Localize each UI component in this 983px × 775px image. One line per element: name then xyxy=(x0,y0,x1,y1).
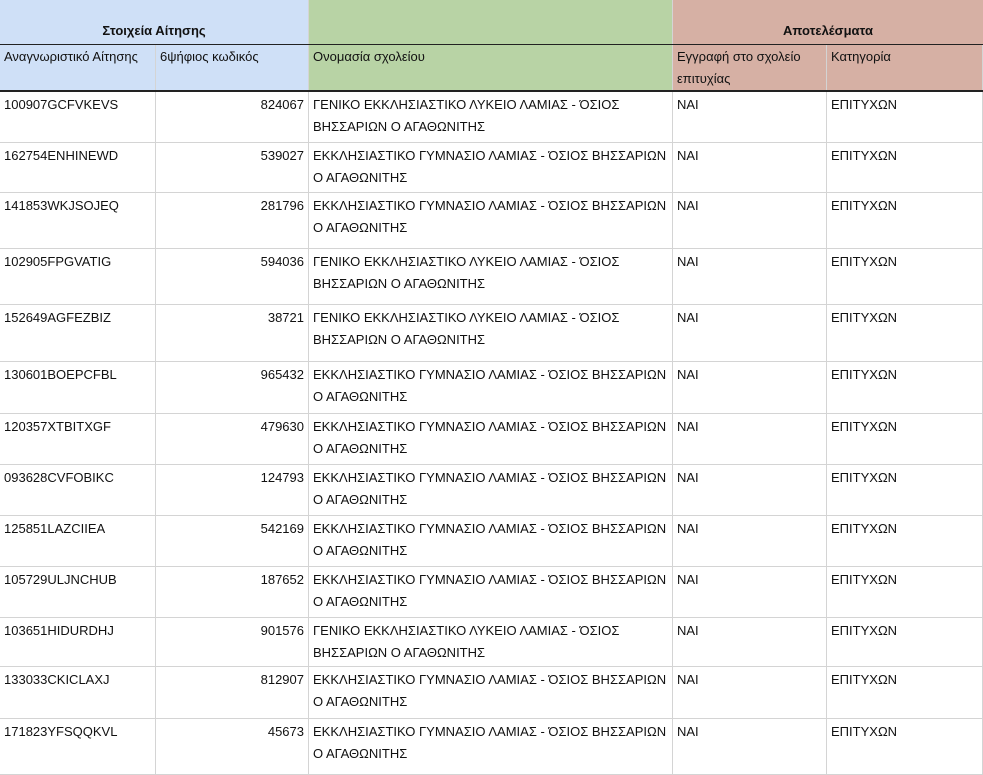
group-results-label: Αποτελέσματα xyxy=(783,23,873,38)
enrollment-cell[interactable]: ΝΑΙ xyxy=(673,249,827,304)
table-row xyxy=(0,249,983,305)
enrollment-cell[interactable]: ΝΑΙ xyxy=(673,667,827,718)
app-id-cell[interactable]: 105729ULJNCHUB xyxy=(0,567,156,617)
group-application-cell[interactable] xyxy=(0,0,309,44)
enrollment-cell[interactable]: ΝΑΙ xyxy=(673,465,827,515)
category-cell[interactable]: ΕΠΙΤΥΧΩΝ xyxy=(827,414,983,464)
code-cell[interactable]: 124793 xyxy=(156,465,309,515)
enrollment-cell[interactable]: ΝΑΙ xyxy=(673,362,827,413)
category-cell[interactable]: ΕΠΙΤΥΧΩΝ xyxy=(827,249,983,304)
code-cell[interactable]: 542169 xyxy=(156,516,309,566)
enrollment-cell[interactable]: ΝΑΙ xyxy=(673,567,827,617)
app-id-cell[interactable]: 125851LAZCIIEA xyxy=(0,516,156,566)
enrollment-cell[interactable]: ΝΑΙ xyxy=(673,618,827,666)
app-id-cell[interactable]: 141853WKJSOJEQ xyxy=(0,193,156,248)
code-cell[interactable]: 187652 xyxy=(156,567,309,617)
school-cell[interactable]: ΕΚΚΛΗΣΙΑΣΤΙΚΟ ΓΥΜΝΑΣΙΟ ΛΑΜΙΑΣ - ΌΣΙΟΣ ΒΗΣΣΑΡΙΩΝ Ο ΑΓΑΘΩΝΙΤΗΣ xyxy=(309,193,673,248)
code-cell[interactable]: 45673 xyxy=(156,719,309,774)
header-app-id[interactable]: Αναγνωριστικό Αίτησης xyxy=(0,45,156,90)
code-cell[interactable]: 38721 xyxy=(156,305,309,361)
code-cell[interactable]: 812907 xyxy=(156,667,309,718)
category-cell[interactable]: ΕΠΙΤΥΧΩΝ xyxy=(827,305,983,361)
app-id-cell[interactable]: 130601BOEPCFBL xyxy=(0,362,156,413)
table-row xyxy=(0,567,983,618)
app-id-cell[interactable]: 171823YFSQQKVL xyxy=(0,719,156,774)
category-cell[interactable]: ΕΠΙΤΥΧΩΝ xyxy=(827,567,983,617)
group-header-row xyxy=(0,0,983,44)
app-id-cell[interactable]: 152649AGFEZBIZ xyxy=(0,305,156,361)
category-cell[interactable]: ΕΠΙΤΥΧΩΝ xyxy=(827,719,983,774)
header-code[interactable]: 6ψήφιος κωδικός xyxy=(156,45,309,90)
school-cell[interactable]: ΕΚΚΛΗΣΙΑΣΤΙΚΟ ΓΥΜΝΑΣΙΟ ΛΑΜΙΑΣ - ΌΣΙΟΣ ΒΗΣΣΑΡΙΩΝ Ο ΑΓΑΘΩΝΙΤΗΣ xyxy=(309,362,673,413)
header-enrollment[interactable]: Εγγραφή στο σχολείο επιτυχίας xyxy=(673,45,827,90)
group-results-cell[interactable] xyxy=(673,0,983,44)
table-row xyxy=(0,143,983,193)
enrollment-cell[interactable]: ΝΑΙ xyxy=(673,516,827,566)
school-cell[interactable]: ΕΚΚΛΗΣΙΑΣΤΙΚΟ ΓΥΜΝΑΣΙΟ ΛΑΜΙΑΣ - ΌΣΙΟΣ ΒΗΣΣΑΡΙΩΝ Ο ΑΓΑΘΩΝΙΤΗΣ xyxy=(309,143,673,192)
app-id-cell[interactable]: 100907GCFVKEVS xyxy=(0,92,156,142)
group-school-cell[interactable] xyxy=(309,0,673,44)
code-cell[interactable]: 824067 xyxy=(156,92,309,142)
app-id-cell[interactable]: 133033CKICLAXJ xyxy=(0,667,156,718)
code-cell[interactable]: 539027 xyxy=(156,143,309,192)
table-row xyxy=(0,516,983,567)
code-cell[interactable]: 281796 xyxy=(156,193,309,248)
table-row xyxy=(0,618,983,667)
school-cell[interactable]: ΕΚΚΛΗΣΙΑΣΤΙΚΟ ΓΥΜΝΑΣΙΟ ΛΑΜΙΑΣ - ΌΣΙΟΣ ΒΗΣΣΑΡΙΩΝ Ο ΑΓΑΘΩΝΙΤΗΣ xyxy=(309,465,673,515)
app-id-cell[interactable]: 162754ENHINEWD xyxy=(0,143,156,192)
code-cell[interactable]: 901576 xyxy=(156,618,309,666)
category-cell[interactable]: ΕΠΙΤΥΧΩΝ xyxy=(827,92,983,142)
enrollment-cell[interactable]: ΝΑΙ xyxy=(673,193,827,248)
school-cell[interactable]: ΓΕΝΙΚΟ ΕΚΚΛΗΣΙΑΣΤΙΚΟ ΛΥΚΕΙΟ ΛΑΜΙΑΣ - ΌΣΙΟΣ ΒΗΣΣΑΡΙΩΝ Ο ΑΓΑΘΩΝΙΤΗΣ xyxy=(309,249,673,304)
app-id-cell[interactable]: 102905FPGVATIG xyxy=(0,249,156,304)
category-cell[interactable]: ΕΠΙΤΥΧΩΝ xyxy=(827,618,983,666)
app-id-cell[interactable]: 103651HIDURDHJ xyxy=(0,618,156,666)
enrollment-cell[interactable]: ΝΑΙ xyxy=(673,719,827,774)
table-row xyxy=(0,667,983,719)
school-cell[interactable]: ΓΕΝΙΚΟ ΕΚΚΛΗΣΙΑΣΤΙΚΟ ΛΥΚΕΙΟ ΛΑΜΙΑΣ - ΌΣΙΟΣ ΒΗΣΣΑΡΙΩΝ Ο ΑΓΑΘΩΝΙΤΗΣ xyxy=(309,305,673,361)
table-row xyxy=(0,92,983,143)
table-row xyxy=(0,719,983,775)
header-category[interactable]: Κατηγορία xyxy=(827,45,983,90)
category-cell[interactable]: ΕΠΙΤΥΧΩΝ xyxy=(827,193,983,248)
school-cell[interactable]: ΕΚΚΛΗΣΙΑΣΤΙΚΟ ΓΥΜΝΑΣΙΟ ΛΑΜΙΑΣ - ΌΣΙΟΣ ΒΗΣΣΑΡΙΩΝ Ο ΑΓΑΘΩΝΙΤΗΣ xyxy=(309,719,673,774)
app-id-cell[interactable]: 093628CVFOBIKC xyxy=(0,465,156,515)
school-cell[interactable]: ΕΚΚΛΗΣΙΑΣΤΙΚΟ ΓΥΜΝΑΣΙΟ ΛΑΜΙΑΣ - ΌΣΙΟΣ ΒΗΣΣΑΡΙΩΝ Ο ΑΓΑΘΩΝΙΤΗΣ xyxy=(309,516,673,566)
enrollment-cell[interactable]: ΝΑΙ xyxy=(673,92,827,142)
table-row xyxy=(0,414,983,465)
school-cell[interactable]: ΕΚΚΛΗΣΙΑΣΤΙΚΟ ΓΥΜΝΑΣΙΟ ΛΑΜΙΑΣ - ΌΣΙΟΣ ΒΗΣΣΑΡΙΩΝ Ο ΑΓΑΘΩΝΙΤΗΣ xyxy=(309,667,673,718)
code-cell[interactable]: 479630 xyxy=(156,414,309,464)
app-id-cell[interactable]: 120357XTBITXGF xyxy=(0,414,156,464)
school-cell[interactable]: ΓΕΝΙΚΟ ΕΚΚΛΗΣΙΑΣΤΙΚΟ ΛΥΚΕΙΟ ΛΑΜΙΑΣ - ΌΣΙΟΣ ΒΗΣΣΑΡΙΩΝ Ο ΑΓΑΘΩΝΙΤΗΣ xyxy=(309,618,673,666)
category-cell[interactable]: ΕΠΙΤΥΧΩΝ xyxy=(827,667,983,718)
enrollment-cell[interactable]: ΝΑΙ xyxy=(673,414,827,464)
school-cell[interactable]: ΓΕΝΙΚΟ ΕΚΚΛΗΣΙΑΣΤΙΚΟ ΛΥΚΕΙΟ ΛΑΜΙΑΣ - ΌΣΙΟΣ ΒΗΣΣΑΡΙΩΝ Ο ΑΓΑΘΩΝΙΤΗΣ xyxy=(309,92,673,142)
category-cell[interactable]: ΕΠΙΤΥΧΩΝ xyxy=(827,516,983,566)
header-school[interactable]: Ονομασία σχολείου xyxy=(309,45,673,90)
category-cell[interactable]: ΕΠΙΤΥΧΩΝ xyxy=(827,362,983,413)
table-row xyxy=(0,193,983,249)
category-cell[interactable]: ΕΠΙΤΥΧΩΝ xyxy=(827,465,983,515)
table-row xyxy=(0,465,983,516)
enrollment-cell[interactable]: ΝΑΙ xyxy=(673,305,827,361)
column-header-row xyxy=(0,44,983,92)
table-row xyxy=(0,305,983,362)
category-cell[interactable]: ΕΠΙΤΥΧΩΝ xyxy=(827,143,983,192)
group-application-label: Στοιχεία Αίτησης xyxy=(102,23,206,38)
code-cell[interactable]: 965432 xyxy=(156,362,309,413)
code-cell[interactable]: 594036 xyxy=(156,249,309,304)
school-cell[interactable]: ΕΚΚΛΗΣΙΑΣΤΙΚΟ ΓΥΜΝΑΣΙΟ ΛΑΜΙΑΣ - ΌΣΙΟΣ ΒΗΣΣΑΡΙΩΝ Ο ΑΓΑΘΩΝΙΤΗΣ xyxy=(309,414,673,464)
school-cell[interactable]: ΕΚΚΛΗΣΙΑΣΤΙΚΟ ΓΥΜΝΑΣΙΟ ΛΑΜΙΑΣ - ΌΣΙΟΣ ΒΗΣΣΑΡΙΩΝ Ο ΑΓΑΘΩΝΙΤΗΣ xyxy=(309,567,673,617)
enrollment-cell[interactable]: ΝΑΙ xyxy=(673,143,827,192)
table-row xyxy=(0,362,983,414)
